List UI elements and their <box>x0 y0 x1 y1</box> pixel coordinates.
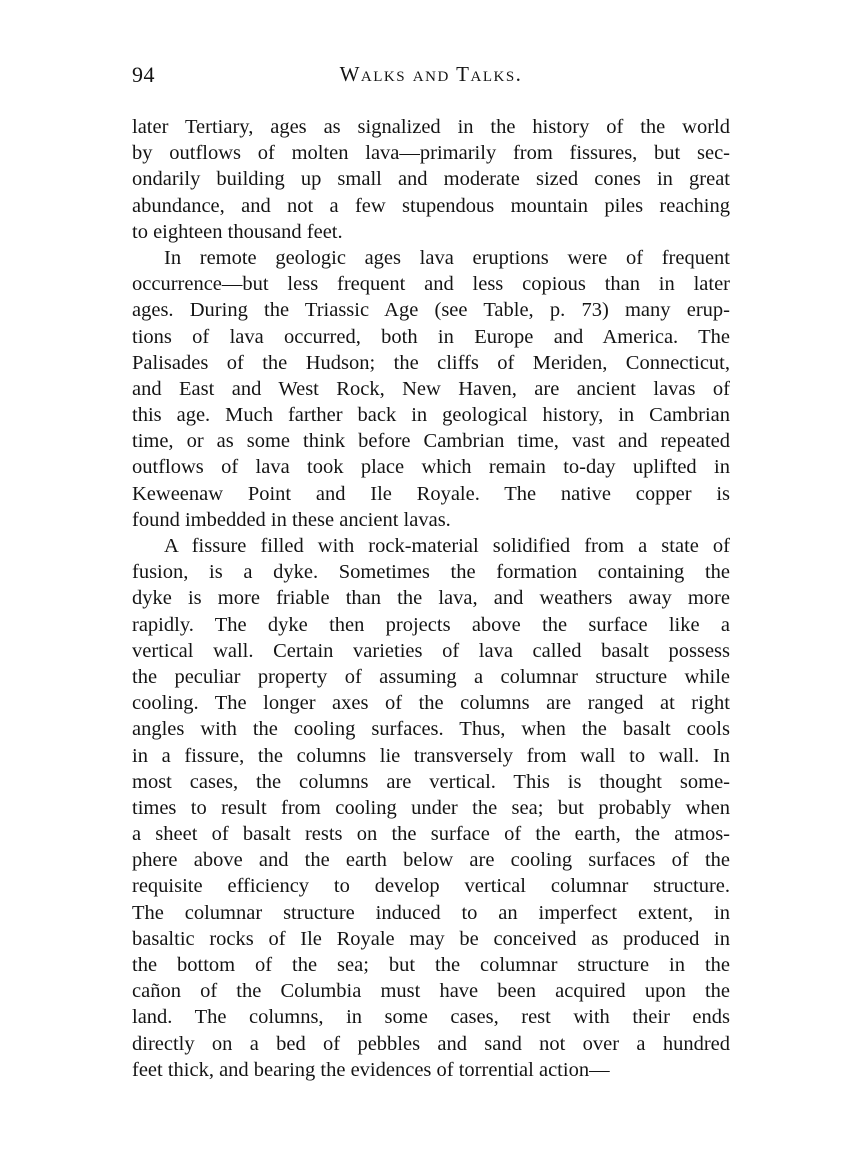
running-head <box>132 62 730 92</box>
running-title: Walks and Talks. <box>339 62 523 86</box>
text-line: found imbedded in these ancient lavas. <box>132 508 451 531</box>
text-line: times to result from cooling under the sea; but probably when <box>132 796 730 819</box>
text-line: A fissure filled with rock-material solidified from a state of <box>164 535 730 557</box>
text-line: occurrence—but less frequent and less copious than in later <box>132 273 730 296</box>
text-line: cooling. The longer axes of the columns are ranged at right <box>132 692 730 715</box>
text-line: outflows of lava took place which remain to-day uplifted in <box>132 456 730 479</box>
text-line: The columnar structure induced to an imperfect extent, in <box>132 901 730 924</box>
text-line: rapidly. The dyke then projects above the surface like a <box>132 613 730 636</box>
text-line: later Tertiary, ages as signalized in the history of the world <box>132 116 730 138</box>
text-line: by outflows of molten lava—primarily from fissures, but sec- <box>132 142 730 165</box>
text-line: basaltic rocks of Ile Royale may be conceived as produced in <box>132 927 730 950</box>
body-text <box>132 114 730 1083</box>
text-line: Palisades of the Hudson; the cliffs of Meriden, Connecticut, <box>132 351 730 374</box>
text-line: vertical wall. Certain varieties of lava called basalt possess <box>132 639 730 662</box>
text-line: most cases, the columns are vertical. This is thought some- <box>132 770 730 793</box>
text-line: ondarily building up small and moderate sized cones in great <box>132 168 730 191</box>
paragraph-remote-geologic-ages <box>132 245 730 533</box>
text-line: directly on a bed of pebbles and sand not over a hundred <box>132 1032 730 1055</box>
text-line: requisite efficiency to develop vertical columnar structure. <box>132 875 730 898</box>
text-line: a sheet of basalt rests on the surface of the earth, the atmos- <box>132 823 730 846</box>
text-line: the peculiar property of assuming a columnar structure while <box>132 665 730 688</box>
paragraph-tertiary-lava <box>132 114 730 245</box>
text-line: the bottom of the sea; but the columnar structure in the <box>132 954 730 976</box>
text-line: ages. During the Triassic Age (see Table, p. 73) many erup- <box>132 299 730 322</box>
text-line: this age. Much farther back in geological history, in Cambrian <box>132 404 730 427</box>
text-line: fusion, is a dyke. Sometimes the formation containing the <box>132 561 730 584</box>
text-line: Keweenaw Point and Ile Royale. The native copper is <box>132 482 730 505</box>
text-line: In remote geologic ages lava eruptions were of frequent <box>164 246 730 269</box>
text-line: and East and West Rock, New Haven, are ancient lavas of <box>132 377 730 400</box>
text-line: phere above and the earth below are cooling surfaces of the <box>132 849 730 872</box>
text-line: angles with the cooling surfaces. Thus, when the basalt cools <box>132 718 730 741</box>
page-number: 94 <box>132 62 155 87</box>
text-line: cañon of the Columbia must have been acquired upon the <box>132 980 730 1003</box>
text-line: abundance, and not a few stupendous mountain piles reaching <box>132 194 730 217</box>
text-line: in a fissure, the columns lie transversely from wall to wall. In <box>132 744 730 767</box>
paragraph-dyke-basalt <box>132 533 730 1083</box>
text-line: time, or as some think before Cambrian time, vast and repeated <box>132 430 730 453</box>
text-line: land. The columns, in some cases, rest with their ends <box>132 1006 730 1029</box>
text-line: dyke is more friable than the lava, and weathers away more <box>132 587 730 610</box>
text-line: to eighteen thousand feet. <box>132 220 343 243</box>
text-line: feet thick, and bearing the evidences of torrential action— <box>132 1058 610 1081</box>
text-line: tions of lava occurred, both in Europe and America. The <box>132 325 730 348</box>
